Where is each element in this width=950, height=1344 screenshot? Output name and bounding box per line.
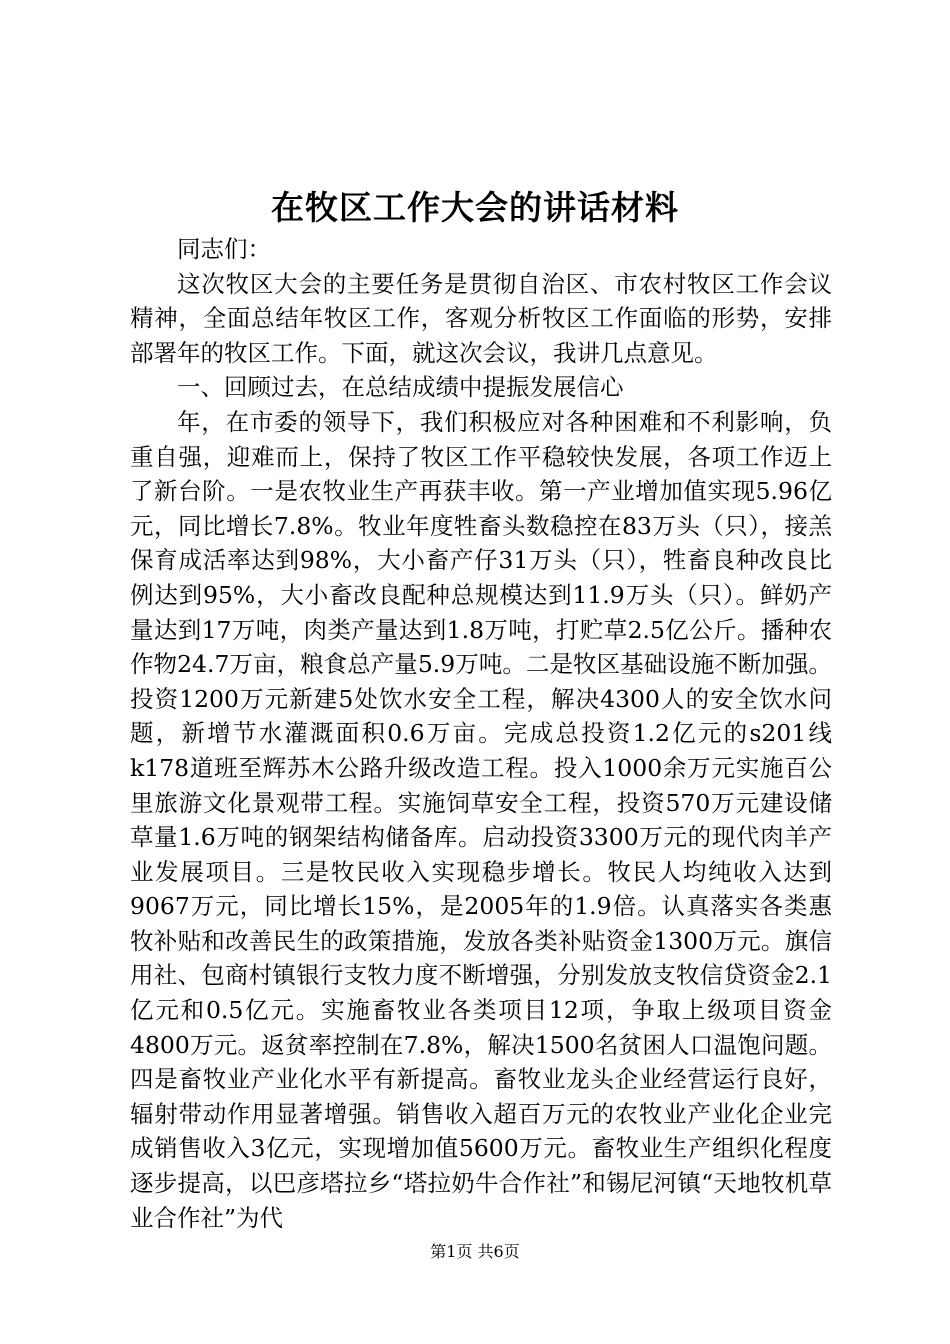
document-title: 在牧区工作大会的讲话材料 [271, 188, 679, 227]
intro-paragraph: 这次牧区大会的主要任务是贯彻自治区、市农村牧区工作会议精神，全面总结年牧区工作，客观分析牧区工作面临的形势，安排部署年的牧区工作。下面，就这次会议，我讲几点意见。 [130, 269, 832, 367]
body-paragraph: 年，在市委的领导下，我们积极应对各种困难和不利影响，负重自强，迎难而上，保持了牧区工作平稳较快发展，各项工作迈上了新台阶。一是农牧业生产再获丰收。第一产业增加值实现5.96亿元，同比增长7.8%。牧业年度牲畜头数稳控在83万头（只），接羔保育成活率达到98%，大小畜产仔31万头（只），牲畜良种改良比例达到95%，大小畜改良配种总规模达到11.9万头（只）。鲜奶产量达到17万吨，肉类产量达到1.8万吨，打贮草2.5亿公斤。播种农作物24.7万亩，粮食总产量5.9万吨。二是牧区基础设施不断加强。投资1200万元新建5处饮水安全工程，解决4300人的安全饮水问题，新增节水灌溉面积0.6万亩。完成总投资1.2亿元的s201线k178道班至辉苏木公路升级改造工程。投入1000余万元实施百公里旅游文化景观带工程。实施饲草安全工程，投资570万元建设储草量1.6万吨的钢架结构储备库。启动投资3300万元的现代肉羊产业发展项目。三是牧民收入实现稳步增长。牧民人均纯收入达到9067万元，同比增长15%，是2005年的1.9倍。认真落实各类惠牧补贴和改善民生的政策措施，发放各类补贴资金1300万元。旗信用社、包商村镇银行支牧力度不断增强，分别发放支牧信贷资金2.1亿元和0.5亿元。实施畜牧业各类项目12项，争取上级项目资金4800万元。返贫率控制在7.8%，解决1500名贫困人口温饱问题。四是畜牧业产业化水平有新提高。畜牧业龙头企业经营运行良好，辐射带动作用显著增强。销售收入超百万元的农牧业产业化企业完成销售收入3亿元，实现增加值5600万元。畜牧业生产组织化程度逐步提高，以巴彦塔拉乡“塔拉奶牛合作社”和锡尼河镇“天地牧机草业合作社”为代 [130, 407, 832, 1232]
salutation-paragraph: 同志们： [177, 235, 271, 263]
page-number-footer: 第1页 共6页 [430, 1242, 520, 1261]
document-body [130, 232, 832, 1235]
section-heading: 一、回顾过去，在总结成绩中提振发展信心 [177, 373, 624, 402]
